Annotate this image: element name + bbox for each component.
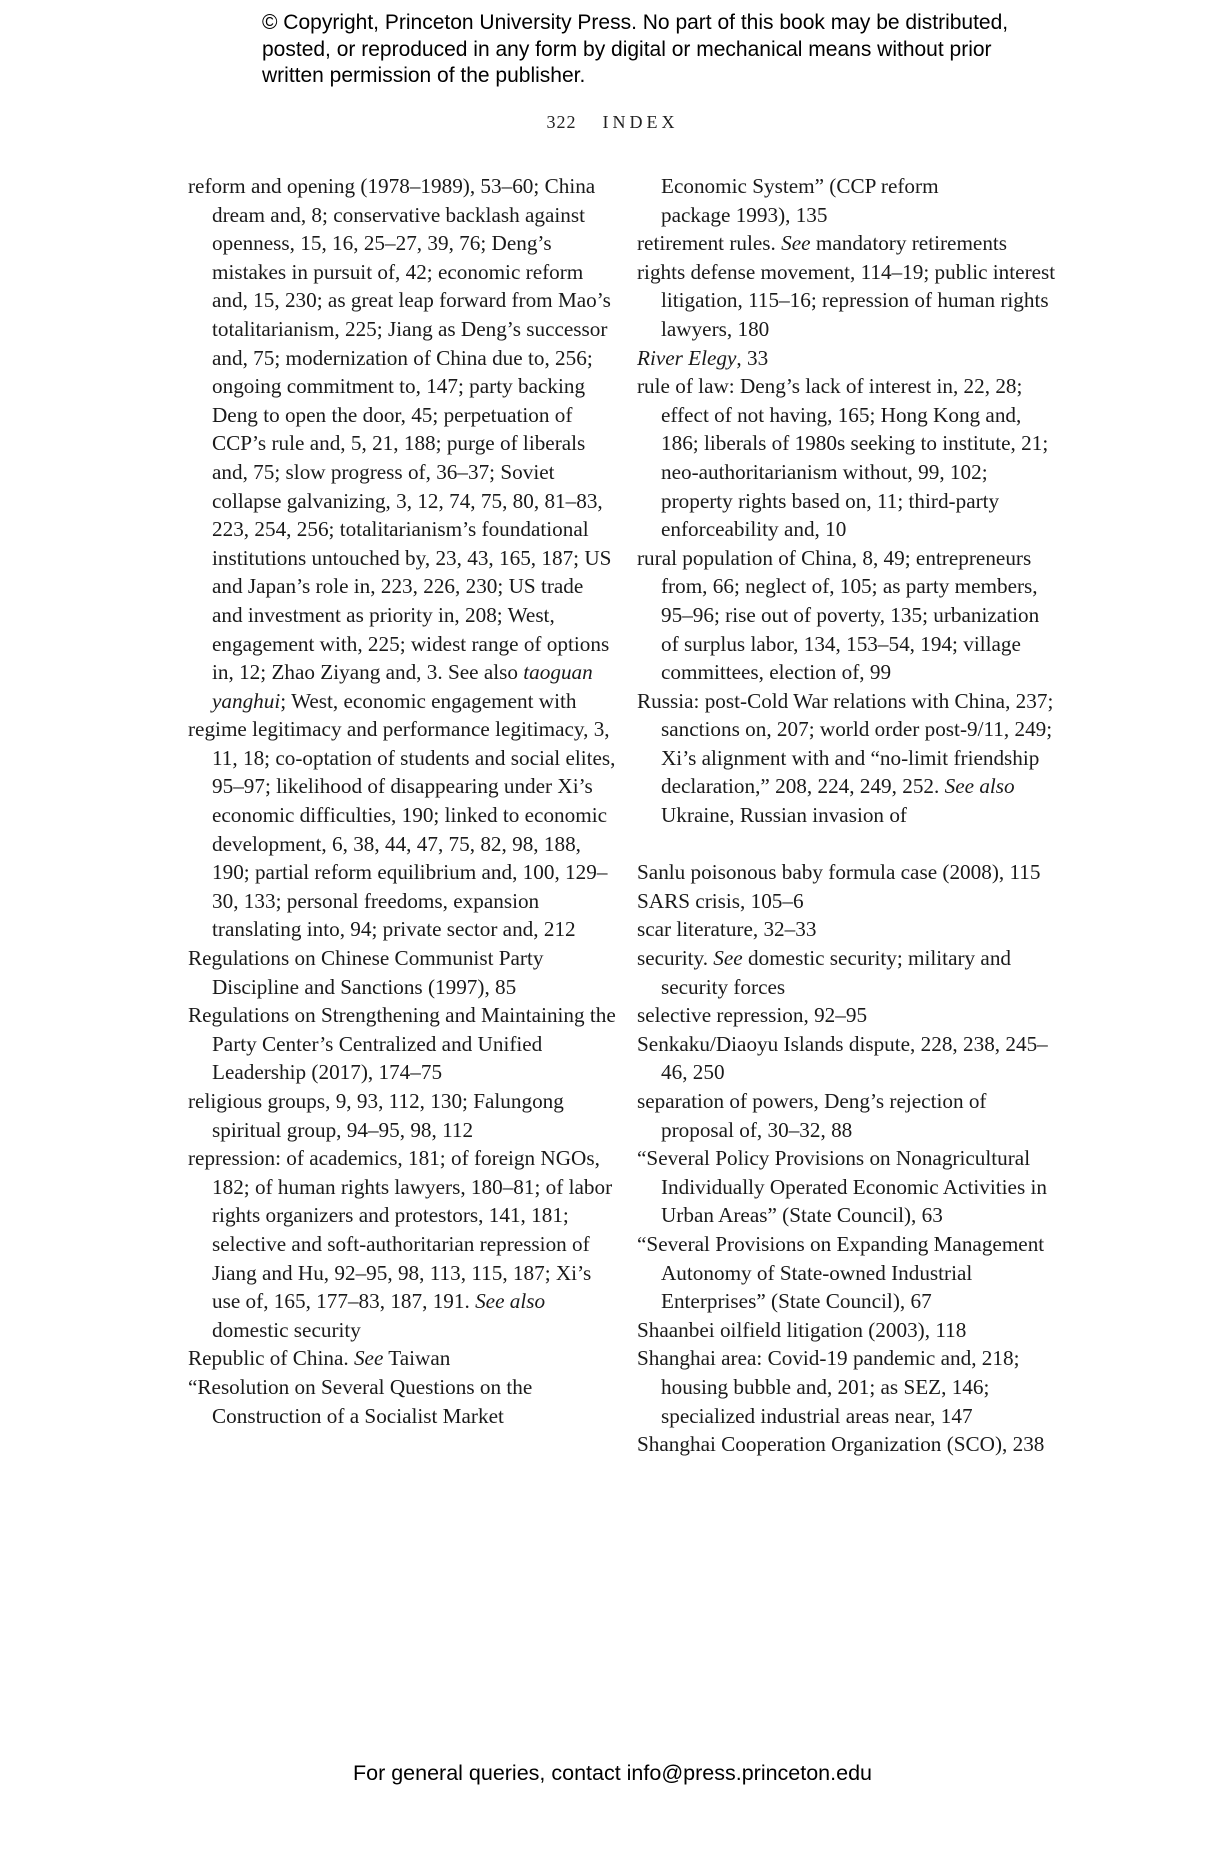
- index-entry: repression: of academics, 181; of foreign NGOs, 182; of human rights lawyers, 180–81; of labor rights organizers and protestors, 141, 181; selective and soft-authoritarian repression of Jiang and Hu, 92–95, 98, 113, 115, 187; Xi’s use of, 165, 177–83, 187, 191. See also domestic security: [188, 1146, 613, 1342]
- index-entry: Regulations on Chinese Communist Party Discipline and Sanctions (1997), 85: [188, 946, 544, 999]
- index-entry: Senkaku/Diaoyu Islands dispute, 228, 238, 245–46, 250: [637, 1031, 1048, 1085]
- index-entry: rights defense movement, 114–19; public interest litigation, 115–16; repression of human rights lawyers, 180: [637, 259, 1056, 341]
- copyright-notice: © Copyright, Princeton University Press. No part of this book may be distributed, posted, or reproduced in any form by digital or mechanical means without prior written permission of the publisher.: [262, 11, 1009, 87]
- footer-contact: For general queries, contact info@press.princeton.edu: [352, 1761, 872, 1785]
- index-entry: selective repression, 92–95: [637, 1003, 868, 1028]
- index-entry: “Several Provisions on Expanding Management Autonomy of State-owned Industrial Enterprises” (State Council), 67: [637, 1231, 1045, 1314]
- index-entry: security. See domestic security; military and security forces: [637, 946, 1012, 999]
- index-entry: River Elegy, 33: [637, 345, 769, 370]
- index-entry: regime legitimacy and performance legitimacy, 3, 11, 18; co-optation of students and social elites, 95–97; likelihood of disappearing under Xi’s economic difficulties, 190; linked to economic development, 6, 38, 44, 47, 75, 82, 98, 188, 190; partial reform equilibrium and, 100, 129–30, 133; personal freedoms, expansion translating into, 94; private sector and, 212: [188, 717, 616, 942]
- index-entry: scar literature, 32–33: [637, 917, 817, 942]
- index-column-right: [637, 172, 1057, 1459]
- index-entry: “Resolution on Several Questions on the Construction of a Socialist Market: [188, 1374, 533, 1428]
- index-entry: rural population of China, 8, 49; entrepreneurs from, 66; neglect of, 105; as party members, 95–96; rise out of poverty, 135; urbanization of surplus labor, 134, 153–54, 194; village committees, election of, 99: [637, 545, 1040, 685]
- index-entry: retirement rules. See mandatory retirements: [637, 231, 1008, 256]
- index-entry: Russia: post-Cold War relations with China, 237; sanctions on, 207; world order post-9/11, 249; Xi’s alignment with and “no-limit friendship declaration,” 208, 224, 249, 252. See also Ukraine, Russian invasion of: [637, 688, 1054, 828]
- index-entry: religious groups, 9, 93, 112, 130; Falungong spiritual group, 94–95, 98, 112: [188, 1089, 564, 1142]
- index-entry: Economic System” (CCP reform package 1993), 135: [661, 174, 939, 227]
- index-entry: Regulations on Strengthening and Maintaining the Party Center’s Centralized and Unified Leadership (2017), 174–75: [188, 1003, 616, 1085]
- page-number: 322: [546, 112, 577, 132]
- index-entry: separation of powers, Deng’s rejection of proposal of, 30–32, 88: [637, 1089, 987, 1142]
- index-entry: reform and opening (1978–1989), 53–60; China dream and, 8; conservative backlash against openness, 15, 16, 25–27, 39, 76; Deng’s mistakes in pursuit of, 42; economic reform and, 15, 230; as great leap forward from Mao’s totalitarianism, 225; Jiang as Deng’s successor and, 75; modernization of China due to, 256; ongoing commitment to, 147; party backing Deng to open the door, 45; perpetuation of CCP’s rule and, 5, 21, 188; purge of liberals and, 75; slow progress of, 36–37; Soviet collapse galvanizing, 3, 12, 74, 75, 80, 81–83, 223, 254, 256; totalitarianism’s foundational institutions untouched by, 23, 43, 165, 187; US and Japan’s role in, 223, 226, 230; US trade and investment as priority in, 208; West, engagement with, 225; widest range of options in, 12; Zhao Ziyang and, 3. See also taoguan yanghui; West, economic engagement with: [188, 174, 612, 713]
- index-entry: Shanghai Cooperation Organization (SCO), 238: [637, 1432, 1045, 1457]
- index-entry: Sanlu poisonous baby formula case (2008), 115: [637, 860, 1041, 885]
- index-column-left: [188, 172, 618, 1430]
- index-entry: Shanghai area: Covid-19 pandemic and, 218; housing bubble and, 201; as SEZ, 146; specialized industrial areas near, 147: [637, 1346, 1020, 1428]
- index-entry: rule of law: Deng’s lack of interest in, 22, 28; effect of not having, 165; Hong Kong and, 186; liberals of 1980s seeking to institute, 21; neo-authoritarianism without, 99, 102; property rights based on, 11; third-party enforceability and, 10: [637, 374, 1049, 542]
- running-head: [0, 112, 1225, 133]
- index-entry: SARS crisis, 105–6: [637, 888, 804, 913]
- index-entry: Shaanbei oilfield litigation (2003), 118: [637, 1317, 967, 1342]
- index-entry: “Several Policy Provisions on Nonagricultural Individually Operated Economic Activities in Urban Areas” (State Council), 63: [637, 1146, 1047, 1228]
- section-title: INDEX: [602, 112, 679, 132]
- index-entry: Republic of China. See Taiwan: [188, 1346, 451, 1371]
